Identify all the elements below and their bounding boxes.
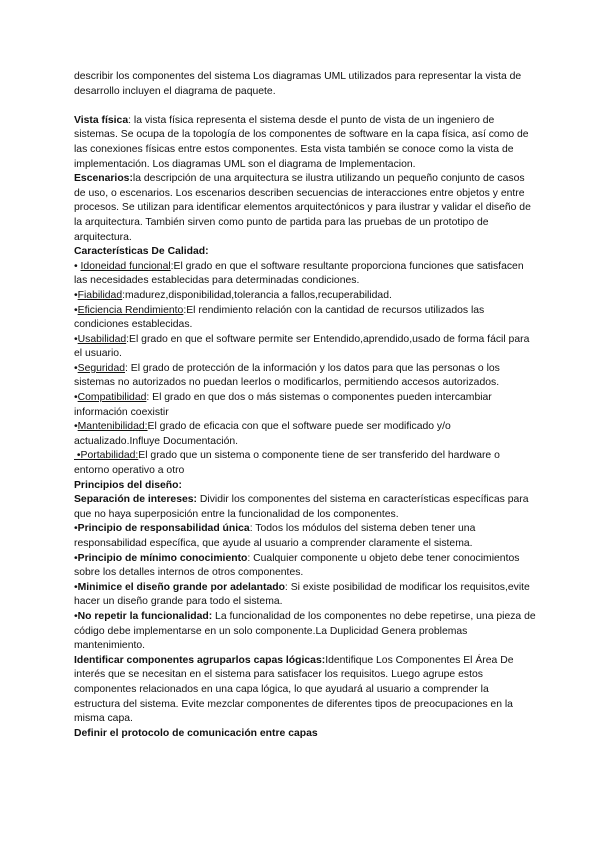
calidad-term: Compatibilidad	[77, 392, 147, 404]
calidad-item-fiabilidad	[74, 289, 536, 304]
principio-term: No repetir la funcionalidad:	[77, 610, 213, 622]
bullet: •	[74, 260, 81, 272]
calidad-term: Eficiencia Rendimiento	[77, 304, 184, 316]
principio-minimo-conocimiento	[74, 552, 536, 581]
calidad-text: : El grado en que dos o más sistemas o componentes pueden intercambiar información coexistir	[74, 392, 492, 418]
principio-separacion	[74, 493, 536, 522]
calidad-item-mantenibilidad	[74, 420, 536, 449]
escenarios-text: la descripción de una arquitectura se ilustra utilizando un pequeño conjunto de casos de uso, o escenarios. Los escenarios describen secuencias de interacciones entre objetos y entre procesos. Se utilizan para identificar elementos arquitectónicos y para ilustrar y validar el diseño de la arquitectura. También sirven como punto de partida para las pruebas de un prototipo de arquitectura.	[74, 173, 531, 243]
bullet: •	[74, 610, 78, 622]
calidad-item-seguridad	[74, 362, 536, 391]
bullet: •	[74, 552, 78, 564]
bullet: •	[74, 581, 78, 593]
principio-text: : Cualquier componente u objeto debe tener conocimientos sobre los detalles internos de otros componentes.	[74, 552, 520, 579]
calidad-text: :El grado en que el software permite ser Entendido,aprendido,usado de forma fácil para el usuario.	[74, 333, 530, 360]
calidad-term: Fiabilidad	[77, 289, 123, 301]
calidad-item-compatibilidad	[74, 391, 536, 420]
principio-text: Identifique Los Componentes El Área De interés que se necesitan en el sistema para satisfacer los requisitos. Luego agrupe estos componentes relacionados en una capa lógica, lo que ayudará al usuario a comprender la estructura del sistema. Evite mezclar componentes de diferentes tipos de preocupaciones en la misma capa.	[74, 654, 514, 725]
principio-capas-logicas	[74, 654, 536, 727]
principio-text: : Todos los módulos del sistema deben tener una responsabilidad específica, que ayude al usuario a comprender claramente el sistema.	[74, 523, 476, 549]
bullet: •	[74, 362, 78, 374]
escenarios-paragraph	[74, 172, 536, 245]
principio-term: Separación de intereses:	[74, 494, 198, 506]
calidad-text: :El rendimiento relación con la cantidad de recursos utilizados las condiciones establecidas.	[74, 304, 485, 331]
calidad-term: Usabilidad	[77, 333, 127, 345]
bullet: •	[74, 333, 78, 345]
principio-text: : Si existe posibilidad de modificar los requisitos,evite hacer un diseño grande para todo el sistema.	[74, 581, 530, 608]
final-heading: Definir el protocolo de comunicación entre capas	[74, 727, 318, 739]
bullet: •	[74, 304, 78, 316]
calidad-term: Portabilidad:	[80, 450, 139, 462]
calidad-item-usabilidad	[74, 333, 536, 362]
bullet: •	[74, 421, 78, 433]
calidad-text: : El grado de protección de la información y los datos para que las personas o los sistemas no autorizados no puedan leerlos o modificarlos, permitiendo accesos autorizados.	[74, 362, 500, 389]
principio-term: Minimice el diseño grande por adelantado	[77, 581, 285, 593]
calidad-text: :El grado en que el software resultante proporciona funciones que satisfacen las necesidades establecidas para determinadas condiciones.	[74, 260, 524, 287]
principio-responsabilidad	[74, 522, 536, 551]
calidad-heading: Características De Calidad:	[74, 246, 209, 258]
bullet: •	[74, 289, 78, 301]
principio-text: Dividir los componentes del sistema en características específicas para que no haya superposición entre la funcionalidad de los componentes.	[74, 494, 529, 520]
principio-no-repetir	[74, 610, 536, 654]
vista-fisica-term: Vista física	[74, 114, 129, 126]
calidad-text: :madurez,disponibilidad,tolerancia a fallos,recuperabilidad.	[122, 289, 392, 301]
calidad-term: Idoneidad funcional	[80, 260, 171, 272]
principio-text: La funcionalidad de los componentes no debe repetirse, una pieza de código debe implementarse en un solo componente.La Duplicidad Genera problemas mantenimiento.	[74, 610, 536, 652]
calidad-item-portabilidad	[74, 449, 536, 478]
principio-term: Identificar componentes agruparlos capas lógicas:	[74, 654, 326, 666]
bullet: •	[74, 450, 81, 462]
bullet: •	[74, 523, 78, 535]
calidad-term: Mantenibilidad:	[77, 421, 148, 433]
principio-term: Principio de responsabilidad única	[77, 523, 250, 535]
principio-minimice-diseno	[74, 581, 536, 610]
principios-heading: Principios del diseño:	[74, 479, 182, 491]
calidad-item-idoneidad	[74, 260, 536, 289]
calidad-text: El grado que un sistema o componente tiene de ser transferido del hardware o entorno operativo a otro	[74, 450, 500, 477]
intro-paragraph: describir los componentes del sistema Los diagramas UML utilizados para representar la vista de desarrollo incluyen el diagrama de paquete.	[74, 71, 522, 97]
vista-fisica-text: : la vista física representa el sistema desde el punto de vista de un ingeniero de sistemas. Se ocupa de la topología de los componentes de software en la capa física, así como de las conexiones físicas entre estos componentes. Esta vista también se conoce como la vista de implementación. Los diagramas UML son el diagrama de Implementacion.	[74, 114, 529, 170]
calidad-text: El grado de eficacia con que el software puede ser modificado y/o actualizado.Influye Documentación.	[74, 421, 451, 447]
escenarios-term: Escenarios:	[74, 173, 133, 185]
bullet: •	[74, 392, 78, 404]
calidad-item-eficiencia	[74, 304, 536, 333]
vista-fisica-paragraph	[74, 114, 536, 172]
document-body	[74, 70, 536, 741]
principio-term: Principio de mínimo conocimiento	[77, 552, 248, 564]
calidad-term: Seguridad	[77, 362, 126, 374]
